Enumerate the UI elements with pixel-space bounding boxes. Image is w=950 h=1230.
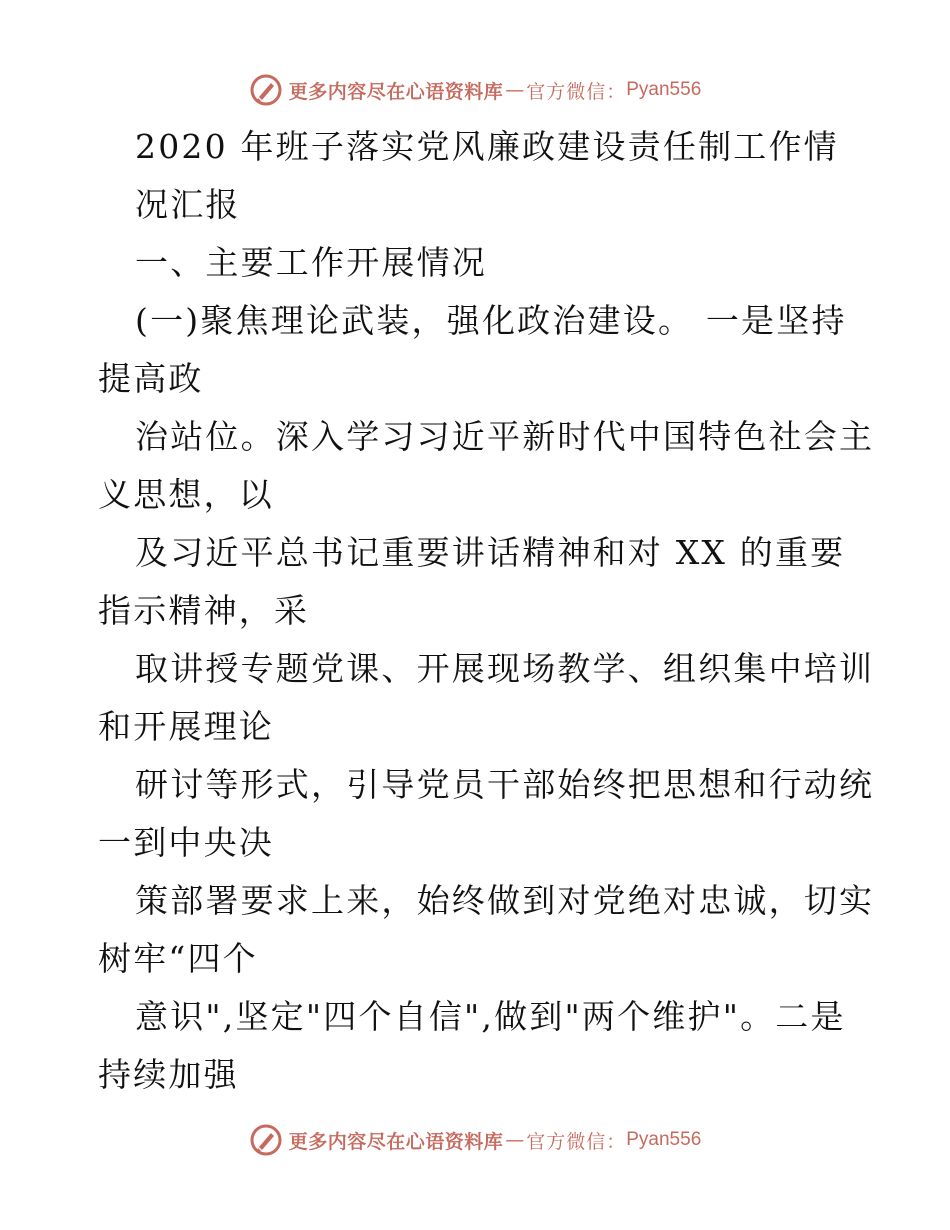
text-line: 取讲授专题党课、开展现场教学、组织集中培训 [135, 649, 875, 688]
text-line: 治站位。深入学习习近平新时代中国特色社会主 [135, 417, 875, 456]
text-line: 持续加强 [98, 1055, 239, 1094]
text-line: 义思想，以 [98, 475, 274, 514]
text-line: 提高政 [98, 359, 204, 398]
brand-logo-icon [249, 1123, 283, 1157]
watermark-banner-top [0, 70, 950, 110]
text-line: 研讨等形式，引导党员干部始终把思想和行动统 [135, 765, 875, 804]
watermark-wechat-id: Pyan556 [626, 1129, 702, 1150]
watermark-brand-text: 更多内容尽在心语资料库 [288, 80, 504, 103]
text-line: 策部署要求上来，始终做到对党绝对忠诚，切实 [135, 881, 875, 920]
watermark-banner-bottom [0, 1120, 950, 1160]
text-line: (一)聚焦理论武装，强化政治建设。 一是坚持 [135, 301, 847, 340]
text-line: 一、主要工作开展情况 [135, 243, 487, 282]
text-line: 树牢“四个 [98, 939, 258, 978]
text-line: 及习近平总书记重要讲话精神和对 XX 的重要 [135, 533, 846, 572]
watermark-dash: — [505, 79, 525, 101]
watermark-dash: — [505, 1129, 525, 1151]
watermark-official-label: 官方微信： [526, 80, 627, 103]
document-title-line-2: 况汇报 [135, 185, 241, 224]
brand-logo-icon [249, 73, 283, 107]
text-line: 指示精神，采 [98, 591, 310, 630]
text-line: 一到中央决 [98, 823, 274, 862]
watermark-official-label: 官方微信： [526, 1130, 627, 1153]
text-line: 和开展理论 [98, 707, 274, 746]
watermark-brand-text: 更多内容尽在心语资料库 [288, 1130, 504, 1153]
document-title-line-1: 2020 年班子落实党风廉政建设责任制工作情 [135, 127, 839, 166]
watermark-wechat-id: Pyan556 [626, 79, 702, 100]
text-line: 意识",坚定"四个自信",做到"两个维护"。二是 [135, 997, 846, 1036]
